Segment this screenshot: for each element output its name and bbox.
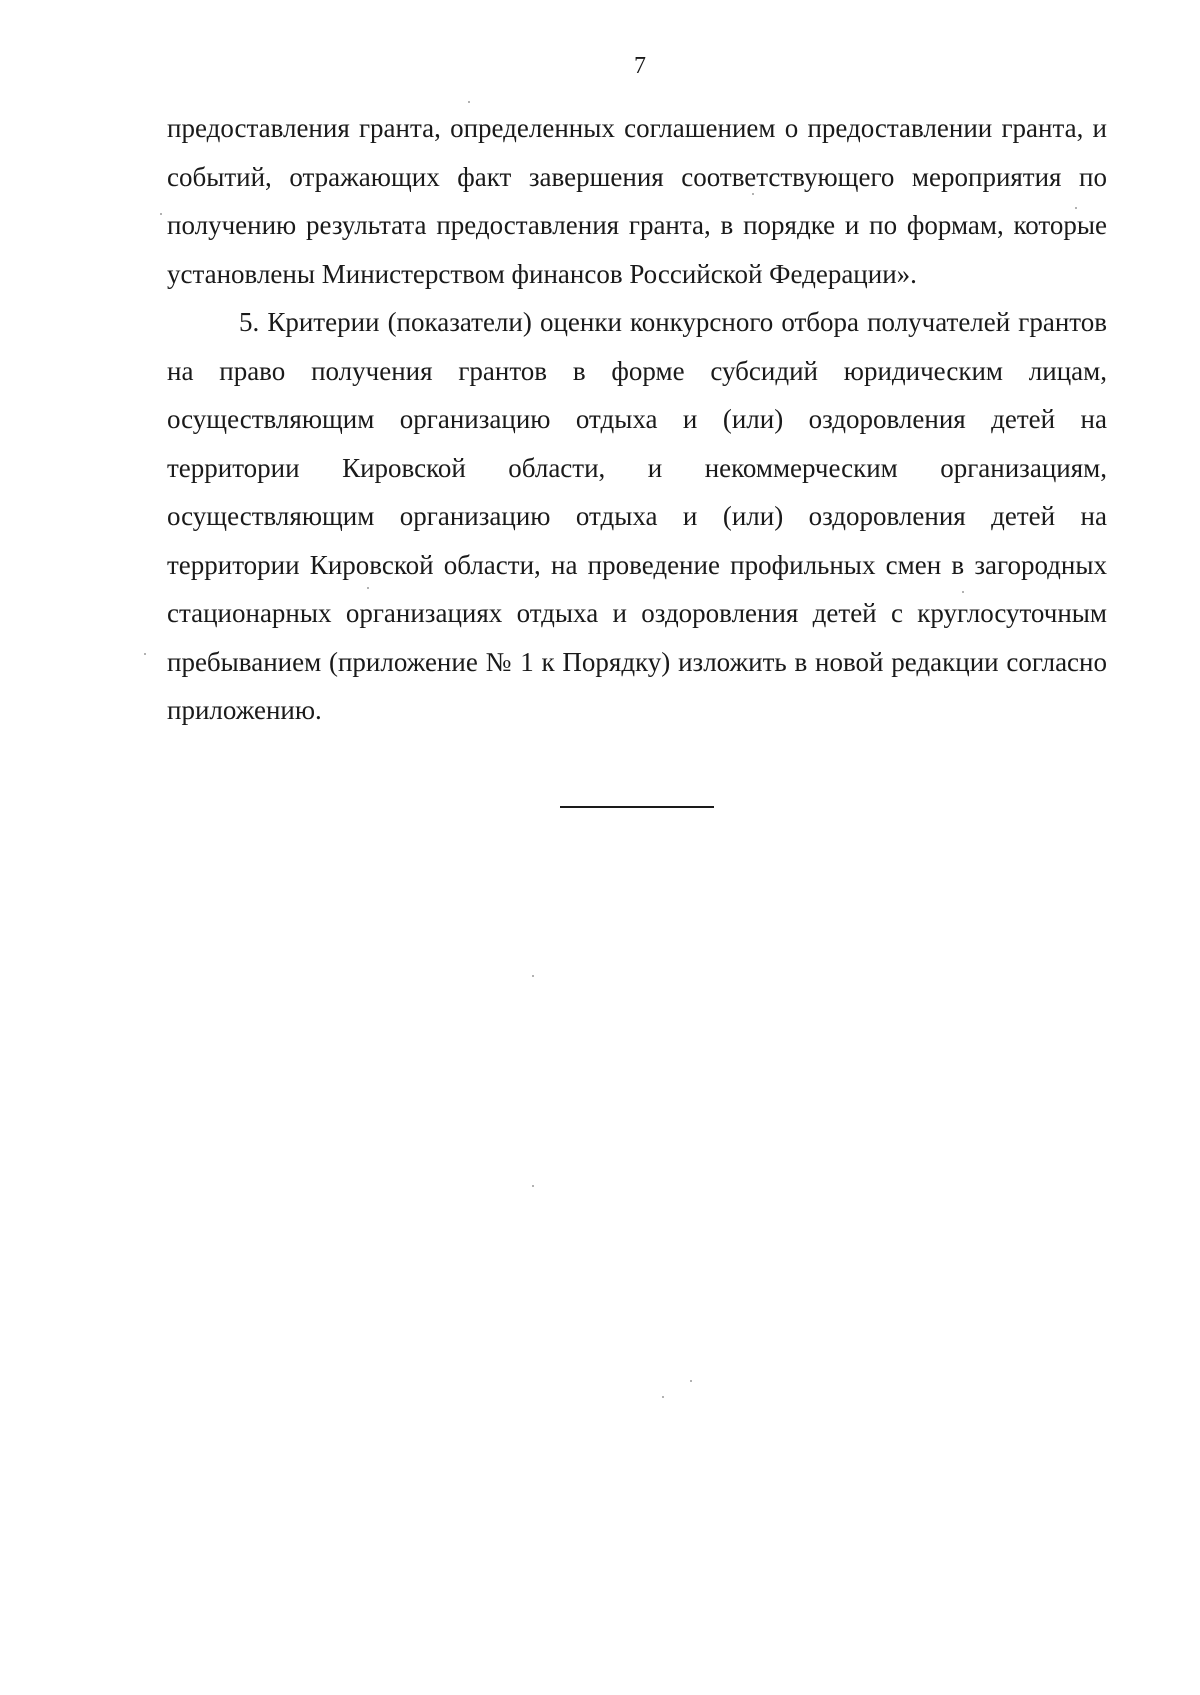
scan-speck — [690, 1380, 692, 1382]
page-number: 7 — [634, 53, 646, 79]
scan-speck — [752, 193, 754, 195]
scan-speck — [144, 653, 146, 655]
scan-speck — [662, 1396, 664, 1398]
scan-speck — [367, 587, 369, 589]
scan-speck — [962, 591, 964, 593]
document-body — [167, 104, 1107, 735]
scan-speck — [1075, 207, 1077, 209]
paragraph-item-5: 5. Критерии (показатели) оценки конкурсного отбора получателей грантов на право получения грантов в форме субсидий юридическим лицам, осуществляющим организацию отдыха и (или) оздоровления детей на территории Кировской области, и некоммерческим организациям, осуществляющим организацию отдыха и (или) оздоровления детей на территории Кировской области, на проведение профильных смен в загородных стационарных организациях отдыха и оздоровления детей с круглосуточным пребыванием (приложение № 1 к Порядку) изложить в новой редакции согласно приложению. — [167, 307, 1107, 725]
scan-speck — [160, 213, 162, 215]
scan-speck — [532, 975, 534, 977]
scan-speck — [468, 101, 470, 103]
end-of-text-rule — [560, 806, 714, 808]
paragraph-continuation: предоставления гранта, определенных соглашением о предоставлении гранта, и событий, отражающих факт завершения соответствующего мероприятия по получению результата предоставления гранта, в порядке и по формам, которые установлены Министерством финансов Российской Федерации». — [167, 113, 1107, 289]
scan-speck — [532, 1185, 534, 1187]
